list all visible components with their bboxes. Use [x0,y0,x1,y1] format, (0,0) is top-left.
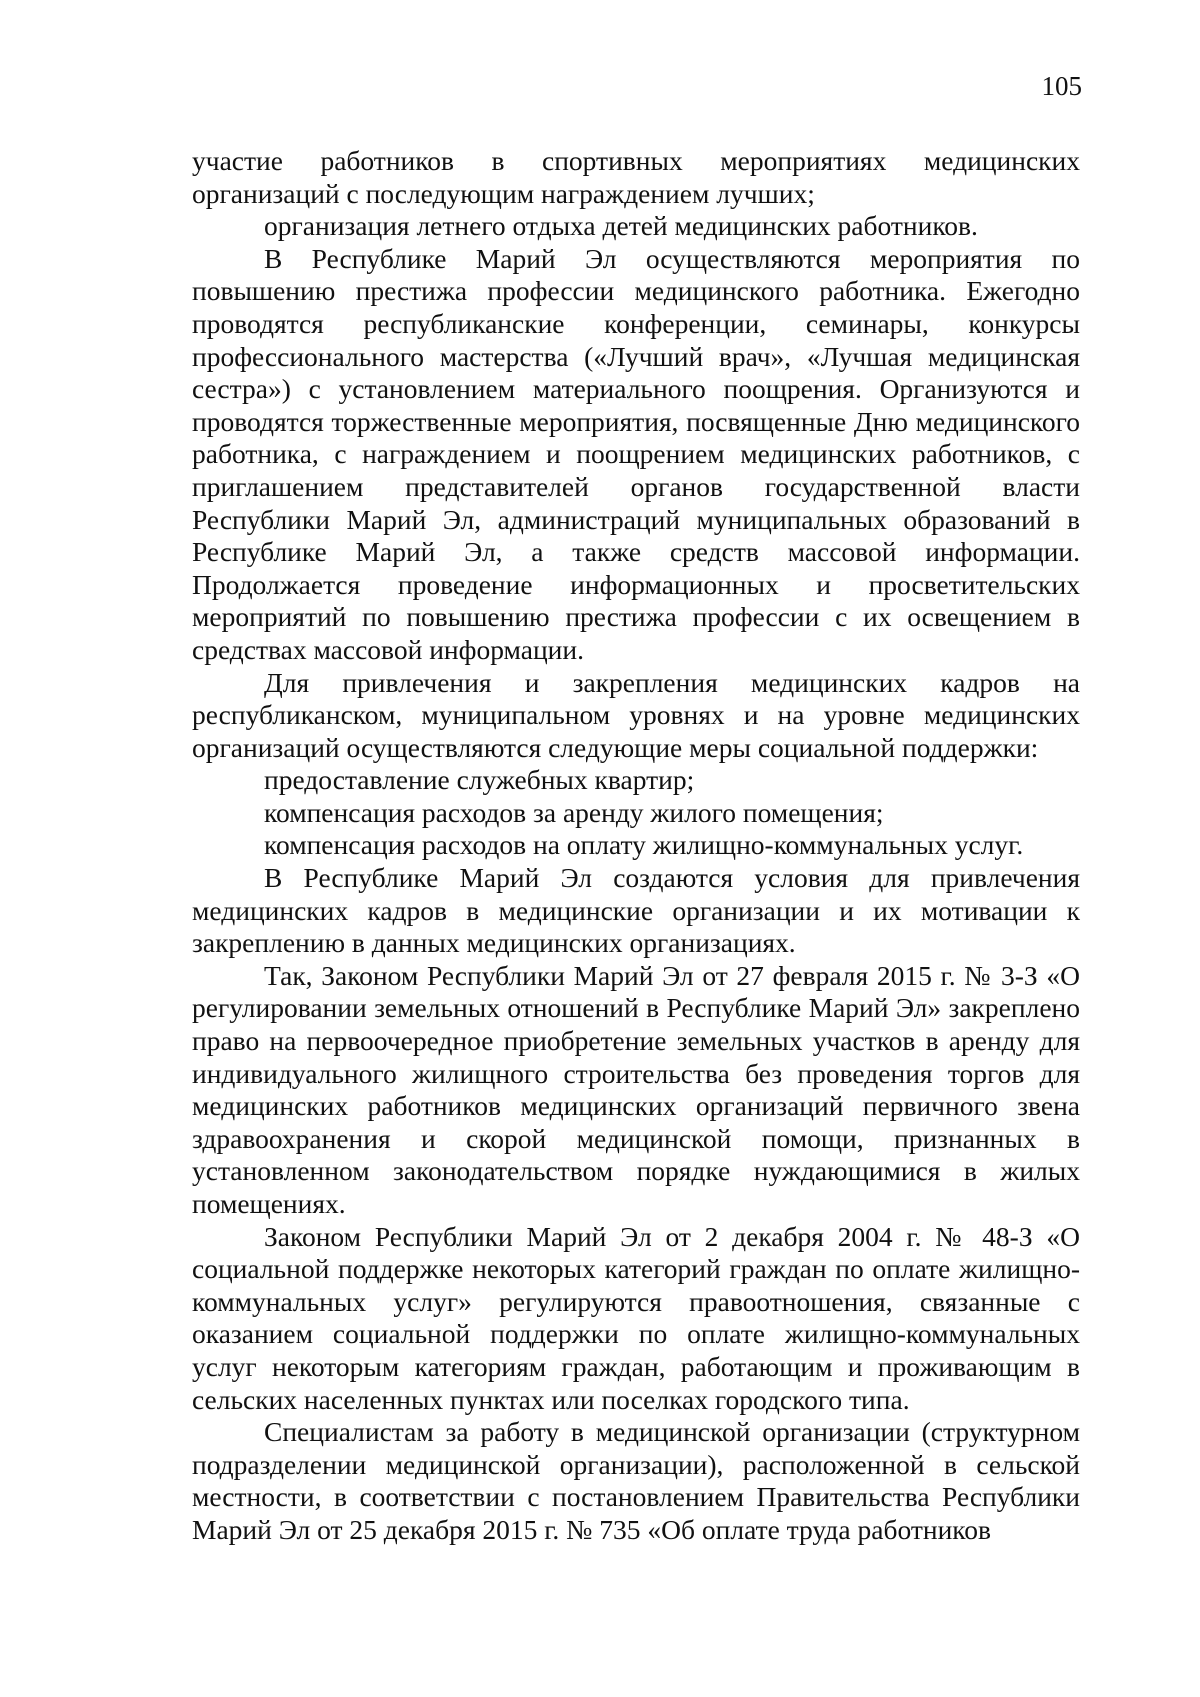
list-item-apartments: предоставление служебных квартир; [264,764,695,796]
document-body [192,145,1080,1547]
paragraph-rural-specialists: Специалистам за работу в медицинской организации (структурном подразделении медицинской организации), расположенной в сельской местности, в соответствии с постановлением Правительства Республики Марий Эл от 25 декабря 2015 г. № 735 «Об оплате труда работников [192,1416,1080,1545]
paragraph-sports-events: участие работников в спортивных мероприятиях медицинских организаций с последующим награждением лучших; [192,145,1080,209]
paragraph-utilities-law: Законом Республики Марий Эл от 2 декабря 2004 г. № 48-З «О социальной поддержке некоторых категорий граждан по оплате жилищно-коммунальных услуг» регулируются правоотношения, связанные с оказанием социальной поддержки по оплате жилищно-коммунальных услуг некоторым категориям граждан, работающим и проживающим в сельских населенных пунктах или поселках городского типа. [192,1220,1080,1415]
list-item-rent-compensation: компенсация расходов за аренду жилого помещения; [264,796,884,828]
paragraph-land-law: Так, Законом Республики Марий Эл от 27 февраля 2015 г. № 3-З «О регулировании земельных отношений в Республике Марий Эл» закреплено право на первоочередное приобретение земельных участков в аренду для индивидуального жилищного строительства без проведения торгов для медицинских работников медицинских организаций первичного звена здравоохранения и скорой медицинской помощи, признанных в установленном законодательством порядке нуждающимися в жилых помещениях. [192,959,1080,1219]
paragraph-attraction-conditions: В Республике Марий Эл создаются условия для привлечения медицинских кадров в медицинские организации и их мотивации к закреплению в данных медицинских организациях. [192,862,1080,959]
paragraph-prestige-measures: В Республике Марий Эл осуществляются мероприятия по повышению престижа профессии медицинского работника. Ежегодно проводятся республиканские конференции, семинары, конкурсы профессионального мастерства («Лучший врач», «Лучшая медицинская сестра») с установлением материального поощрения. Организуются и проводятся торжественные мероприятия, посвященные Дню медицинского работника, с награждением и поощрением медицинских работников, с приглашением представителей органов государственной власти Республики Марий Эл, администраций муниципальных образований в Республике Марий Эл, а также средств массовой информации. Продолжается проведение информационных и просветительских мероприятий по повышению престижа профессии с их освещением в средствах массовой информации. [192,242,1080,665]
paragraph-support-measures: Для привлечения и закрепления медицинских кадров на республиканском, муниципальном уровнях и на уровне медицинских организаций осуществляются следующие меры социальной поддержки: [192,666,1080,763]
list-item-utilities-compensation: компенсация расходов на оплату жилищно-коммунальных услуг. [264,829,1024,861]
paragraph-summer-rest: организация летнего отдыха детей медицинских работников. [264,210,978,242]
page-number: 105 [1041,71,1082,101]
